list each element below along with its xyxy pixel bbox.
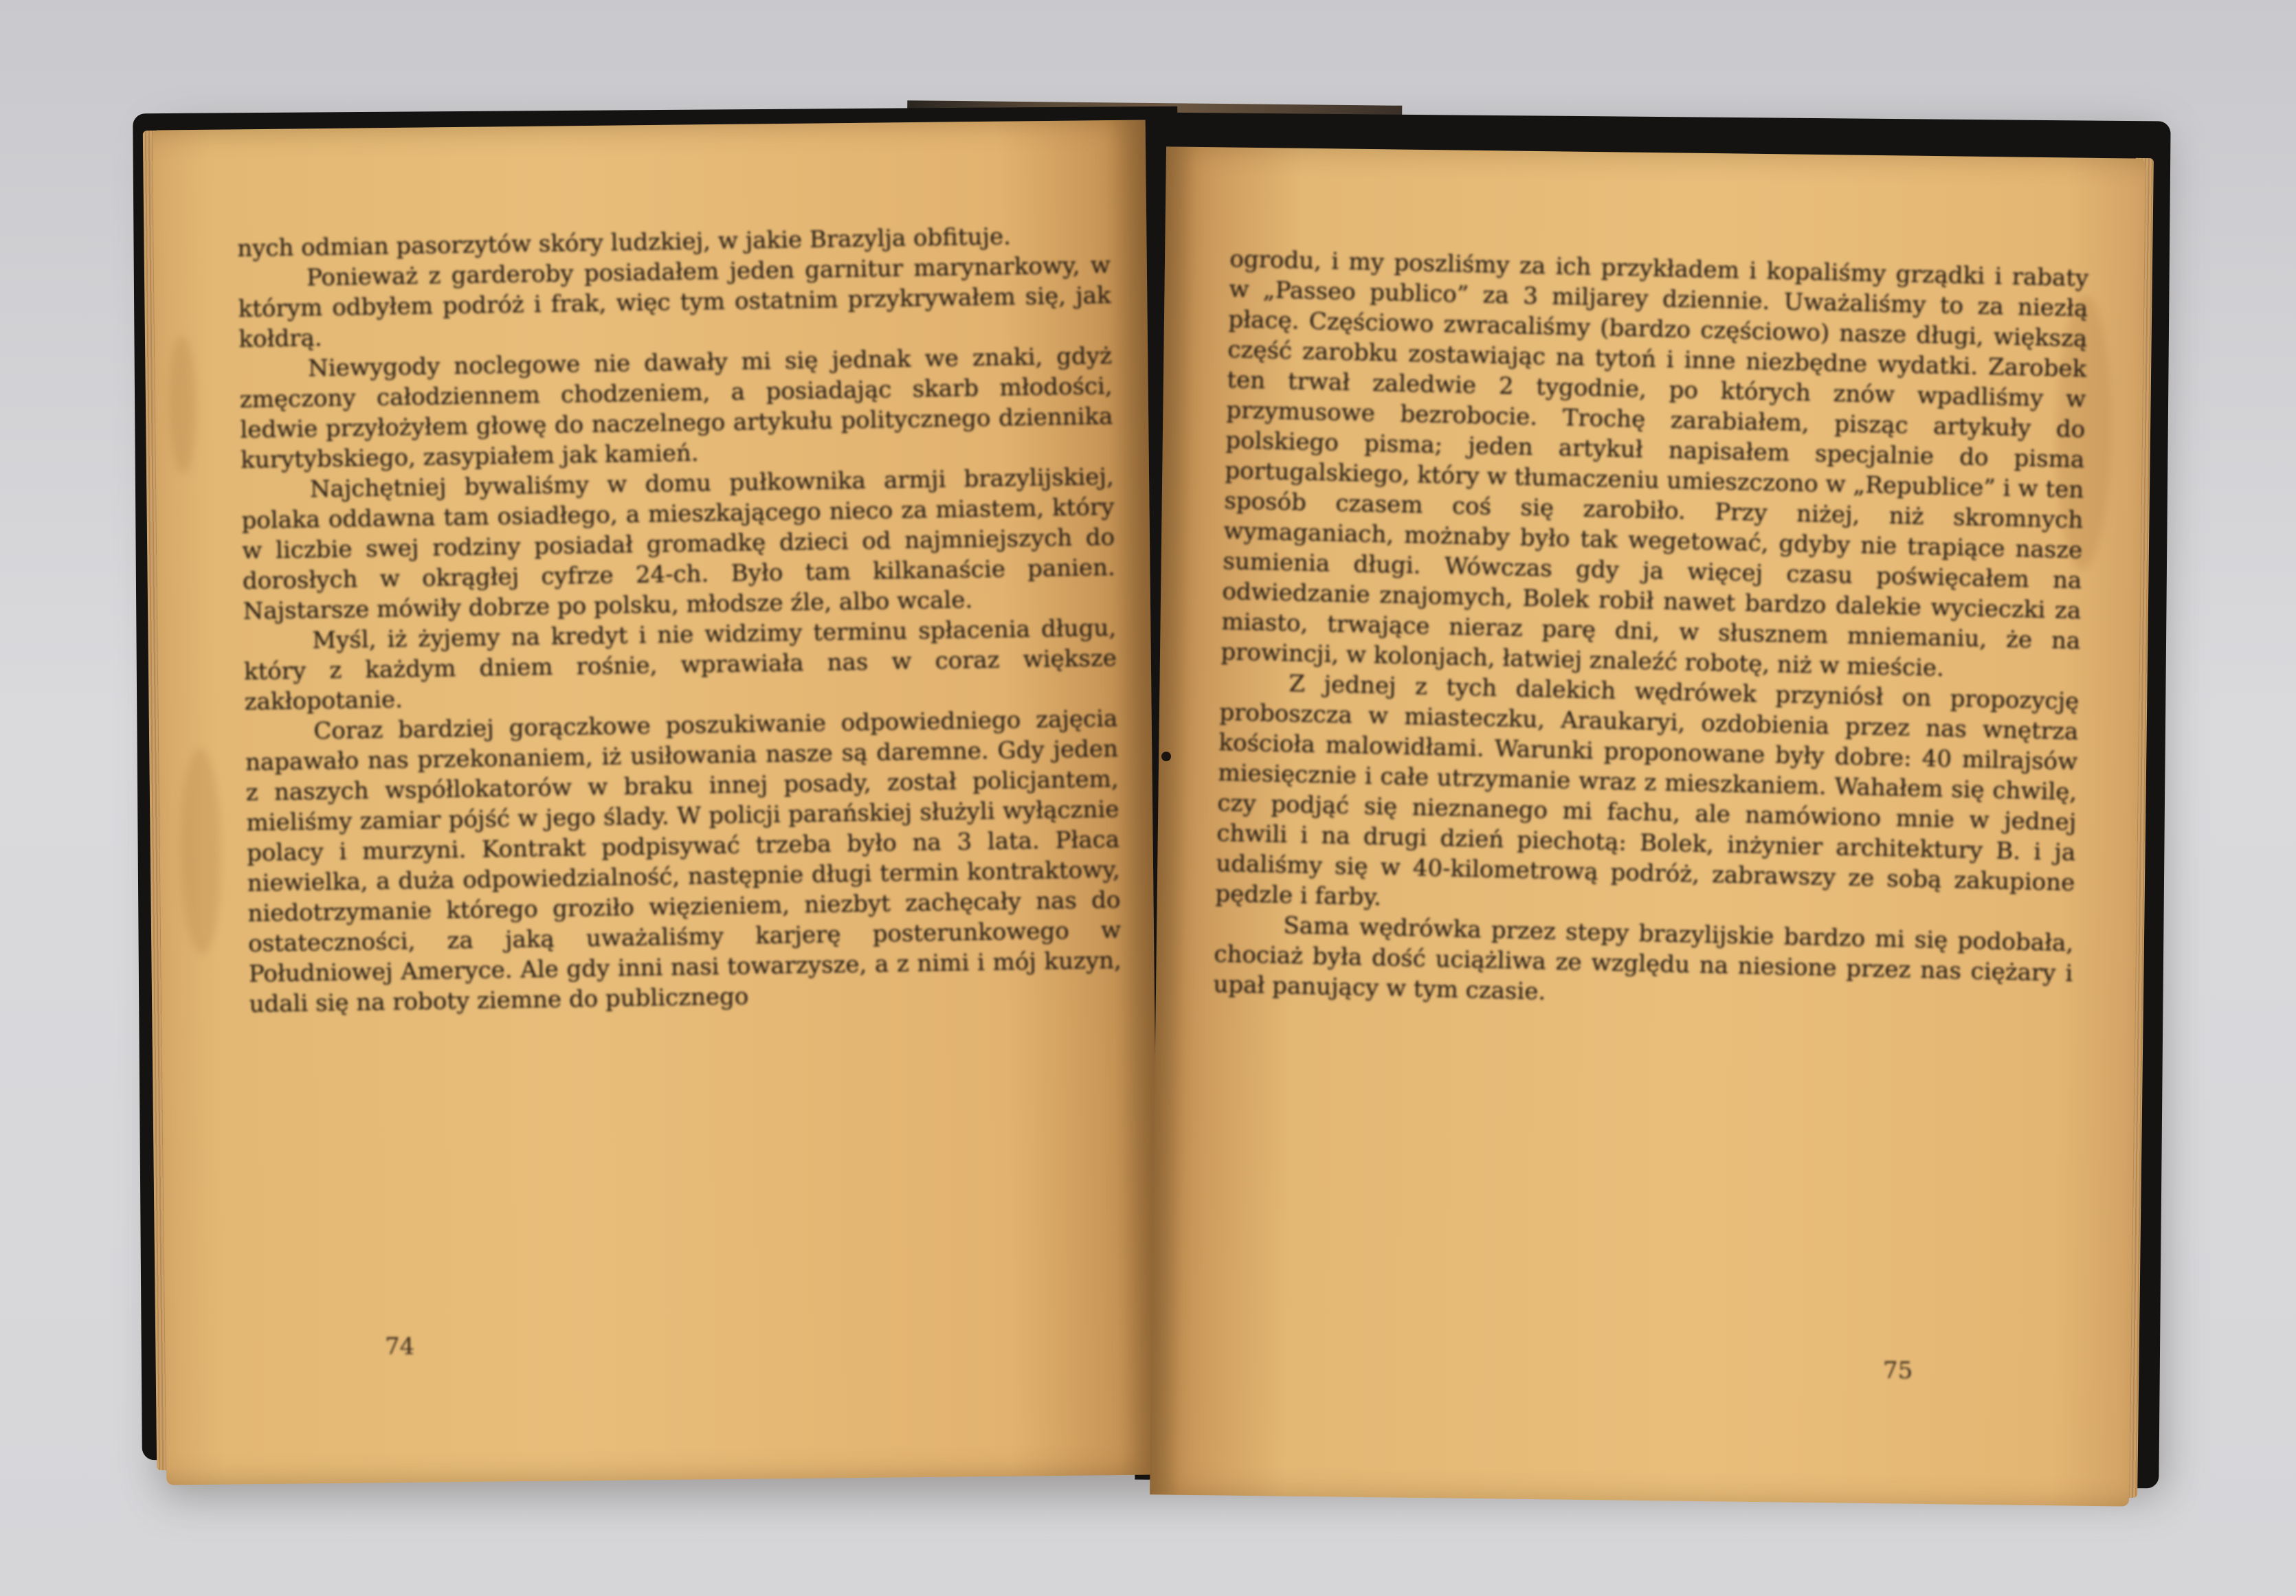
binding-thread [1161,752,1171,761]
paragraph: Z jednej z tych dalekich wędrówek przyniósł on propozycję proboszcza w miasteczku, Araukaryi, ozdobienia przez nas wnętrza kościoła malowidłami. Warunki proponowane były dobre: 40 milrajsów miesięcznie i całe utrzymanie wraz z mieszkaniem. Wahałem się chwilę, czy podjąć się nieznanego mi fachu, ale namówiono mnie w jednej chwili i na drugi dzień piechotą: Bolek, inżynier architektury B. i ja udaliśmy się w 40-kilometrową podróż, zabrawszy ze sobą zakupione pędzle i farby. [1215,670,2080,912]
paragraph: nych odmian pasorzytów skóry ludzkiej, w jakie Brazylja obfituje. [237,223,1012,262]
left-page-text [237,220,1122,1020]
page-number-right: 75 [1883,1357,1913,1384]
paragraph: Coraz bardziej gorączkowe poszukiwanie odpowiedniego zajęcia napawało nas przekonaniem, iż usiłowania nasze są daremne. Gdy jeden z naszych współlokatorów w braku innej posady, został policjantem, mieliśmy zamiar pójść w jego ślady. W policji parańskiej służyli wyłącznie polacy i murzyni. Kontrakt podpisywać trzeba było na 3 lata. Płaca niewielka, a duża odpowiedzialność, następnie długi termin kontraktowy, niedotrzymanie którego groziło więzieniem, niezbyt zachęcały nas do ostateczności, za jaką uważaliśmy karjerę posterunkowego w Południowej Ameryce. Ale gdy inni nasi towarzysze, a z nimi i mój kuzyn, udali się na roboty ziemne do publicznego [245,704,1122,1018]
paragraph: Ponieważ z garderoby posiadałem jeden garnitur marynarkowy, w którym odbyłem podróż i frak, więc tym ostatnim przykrywałem się, jak kołdrą. [238,251,1111,353]
paragraph: Najchętniej bywaliśmy w domu pułkownika armji brazylijskiej, polaka oddawna tam osiadłego, a mieszkającego nieco za miastem, który w liczbie swej rodziny posiadał gromadkę dzieci od najmniejszych do dorosłych w okrągłej cyfrze 24-ch. Było tam kilkanaście panien. Najstarsze mówiły dobrze po polsku, młodsze źle, albo wcale. [241,463,1116,625]
paragraph: Sama wędrówka przez stepy brazylijskie bardzo mi się podobała, chociaż była dość uciążliwa ze względu na niesione przez nas ciężary i upał panujący w tym czasie. [1213,912,2074,1006]
page-number-left: 74 [385,1333,415,1360]
right-page-text [1213,244,2089,1019]
paragraph: Myśl, iż żyjemy na kredyt i nie widzimy terminu spłacenia długu, który z każdym dniem rośnie, wprawiała nas w coraz większe zakłopotanie. [243,614,1117,716]
paragraph: Niewygody noclegowe nie dawały mi się jednak we znaki, gdyż zmęczony całodziennem chodzeniem, a posiadając skarb młodości, ledwie przyłożyłem głowę do naczelnego artykułu politycznego dziennika kurytybskiego, zasypiałem jak kamień. [239,342,1113,474]
paragraph: ogrodu, i my poszliśmy za ich przykładem i kopaliśmy grządki i rabaty w „Passeo publico” za 3 miljarey dziennie. Uważaliśmy to za niezłą płacę. Częściowo zwracaliśmy (bardzo częściowo) nasze długi, większą część zarobku zostawiając na tytoń i inne niezbędne wydatki. Zarobek ten trwał zaledwie 2 tygodnie, po których znów wpadliśmy w przymusowe bezrobocie. Trochę zarabiałem, pisząc artykuły do polskiego pisma; jeden artykuł napisałem specjalnie do pisma portugalskiego, który w tłumaczeniu umieszczono w „Republice” i w ten sposób czasem coś się zarobiło. Przy niżej, niż skromnych wymaganiach, możnaby było tak wegetować, gdyby nie trapiące nasze sumienia długi. Wówczas gdy ja więcej czasu poświęcałem na odwiedzanie znajomych, Bolek robił nawet bardzo dalekie wycieczki za miasto, trwające nieraz parę dni, w słusznem mniemaniu, że na prowincji, w kolonjach, łatwiej znaleźć robotę, niż w mieście. [1221,245,2089,682]
